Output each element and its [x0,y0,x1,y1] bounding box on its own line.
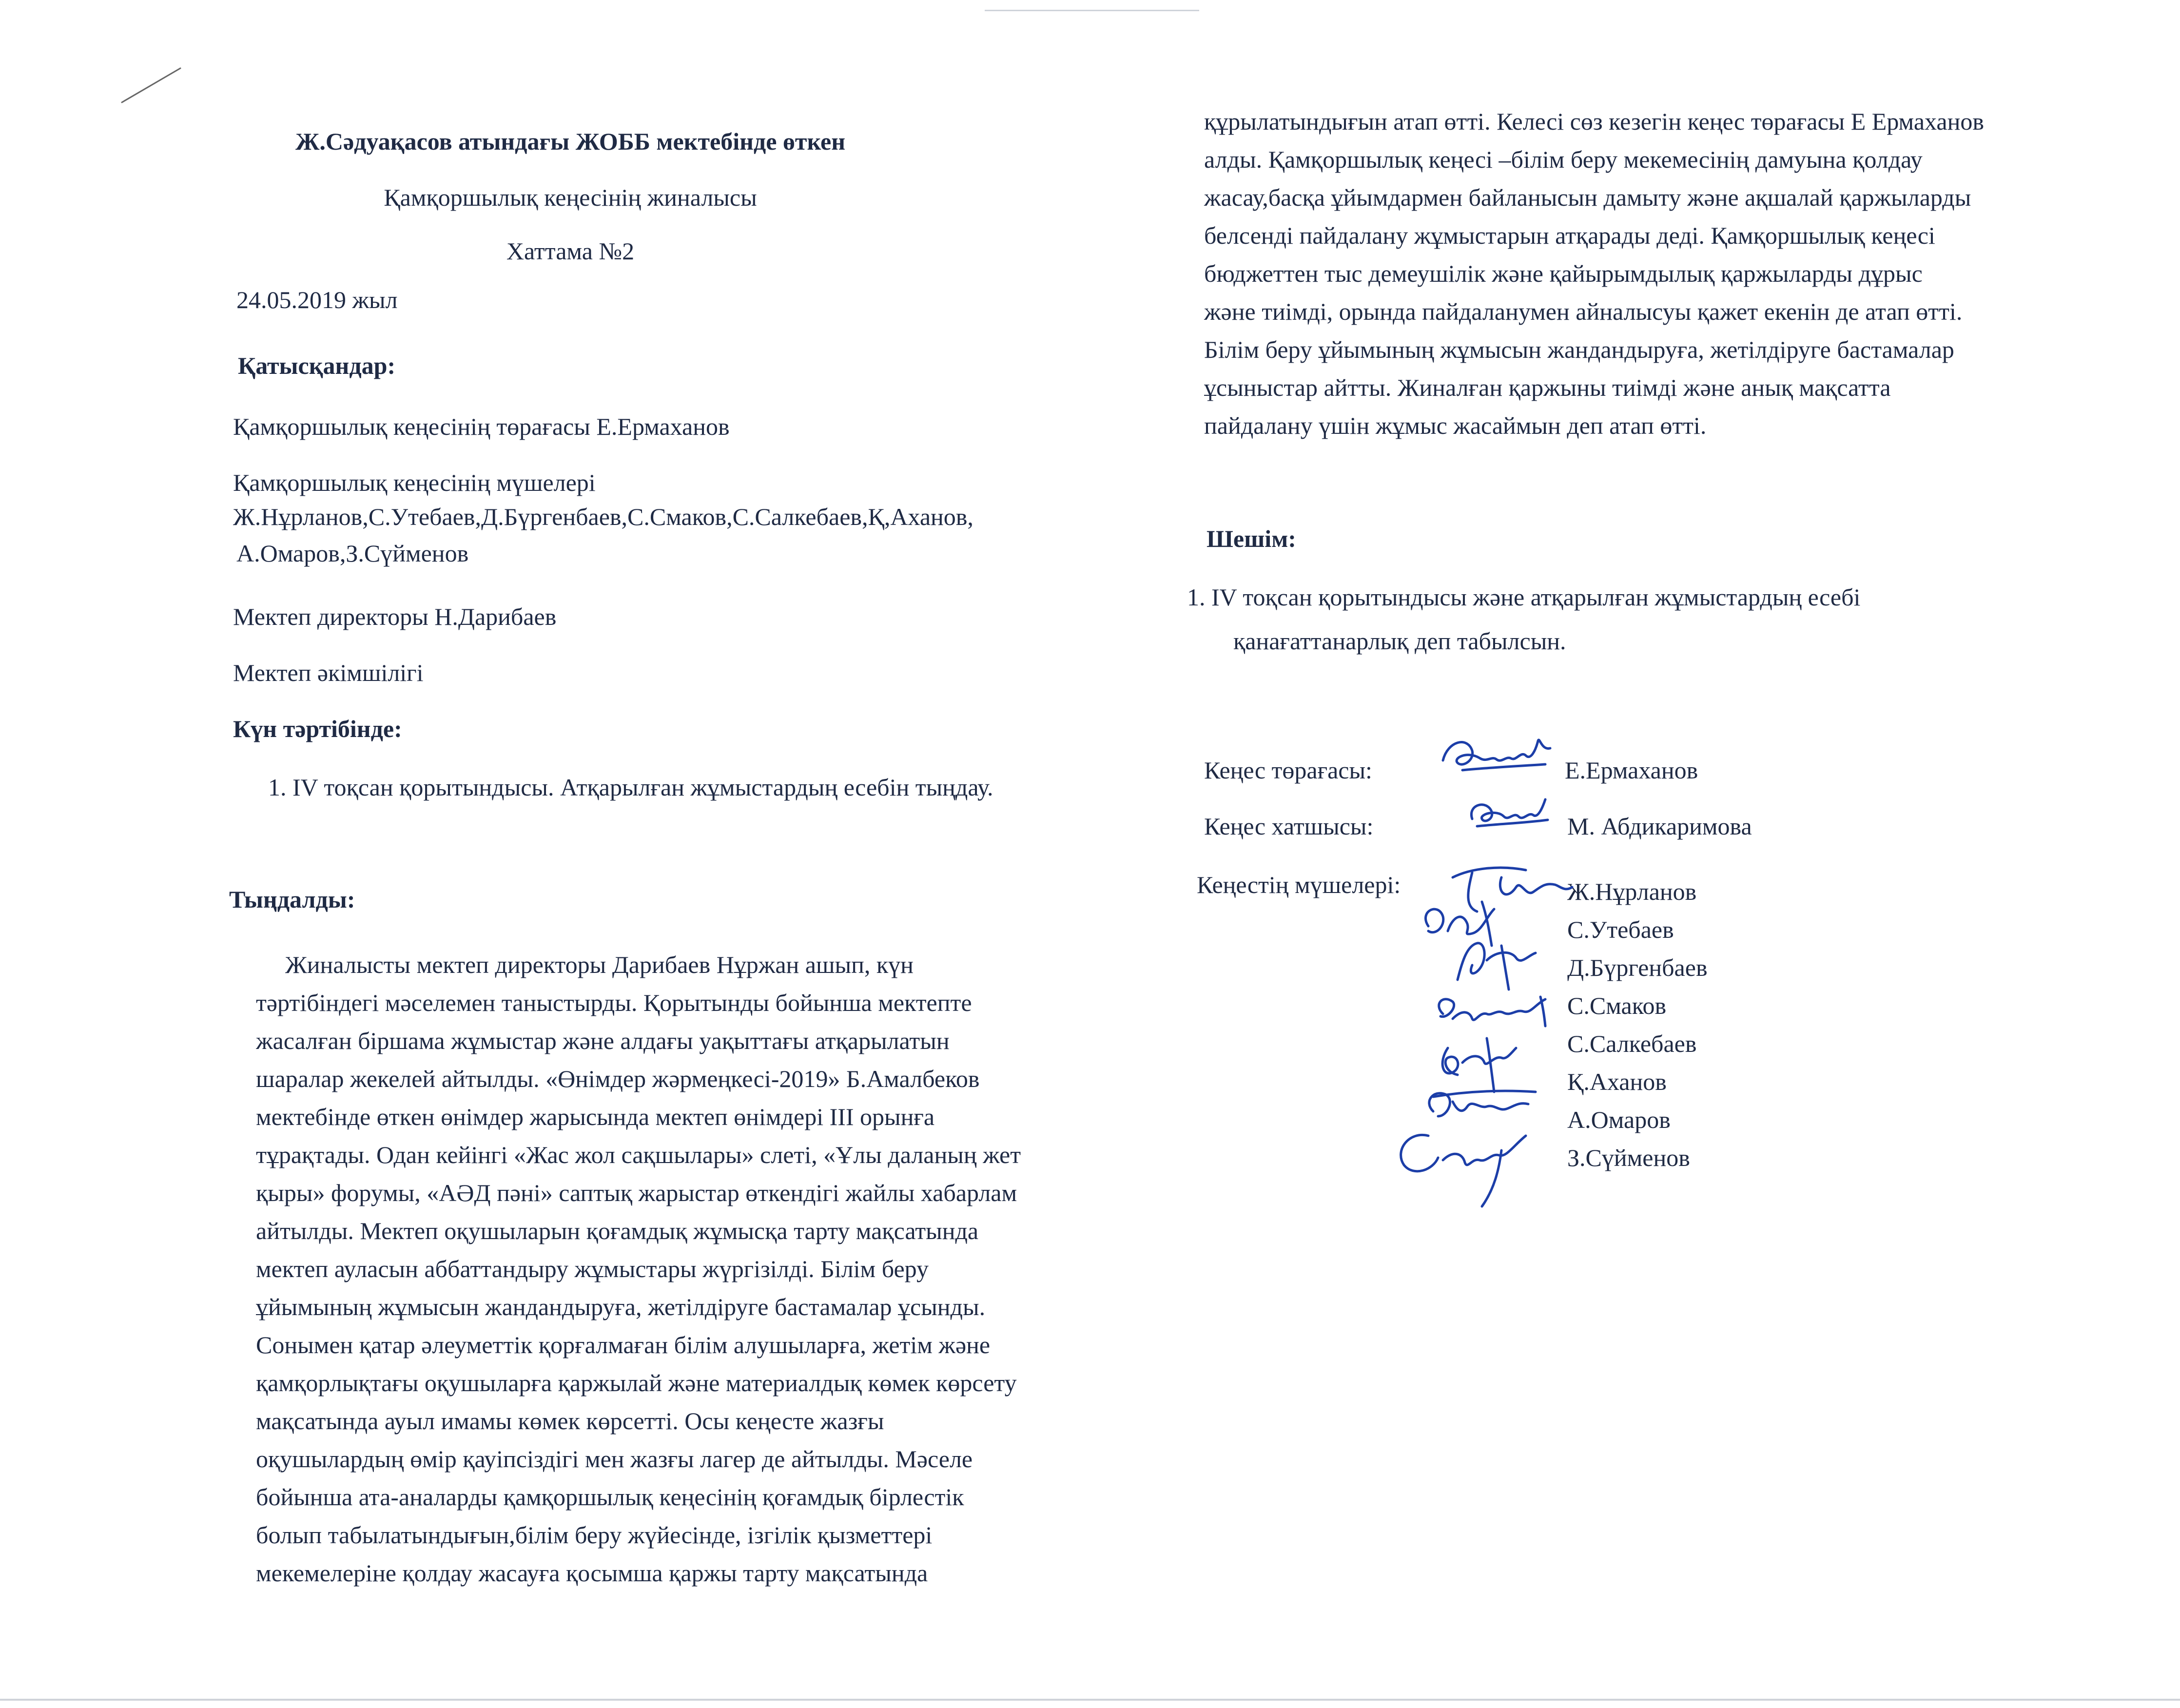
heard-line: мектебінде өткен өнімдер жарысында мектеп өнімдері ІІІ орынға [256,1103,935,1130]
secretary-signature [1458,785,1555,838]
heard-continued-paragraph [1204,102,1984,445]
heard-heading: Тыңдалды: [229,886,355,913]
document-title-line2: Қамқоршылық кеңесінің жиналысы [384,184,757,211]
members-label: Кеңестің мүшелері: [1197,871,1401,898]
participants-chairman: Қамқоршылық кеңесінің төрағасы Е.Ермаханов [233,413,730,440]
heard-line: мақсатында ауыл имамы көмек көрсетті. Осы кеңесте жазғы [256,1407,884,1435]
member-name: С.Салкебаев [1567,1030,1697,1057]
heard-line: болып табылатындығын,білім беру жүйесінде, ізгілік қызметтері [256,1521,933,1549]
decision-item-1-line2: қанағаттанарлық деп табылсын. [1233,627,1566,655]
document-date: 24.05.2019 жыл [236,286,398,313]
members-signature-4 [1423,990,1560,1033]
participants-members-line2: Ж.Нұрланов,С.Утебаев,Д.Бүргенбаев,С.Смаков,С.Салкебаев,Қ,Аханов, [233,503,973,530]
agenda-heading: Күн тәртібінде: [233,715,402,742]
heard-continued-line: жасау,басқа ұйымдармен байланысын дамыту және ақшалай қаржыларды [1204,184,1971,211]
decision-item-1-line1: 1. IV тоқсан қорытындысы және атқарылған жұмыстардың есебі [1187,583,1861,611]
scan-edge-line-bottom [0,1699,2180,1701]
chairman-label: Кеңес төрағасы: [1204,757,1372,784]
heard-line: қамқорлықтағы оқушыларға қаржылай және материалдық көмек көрсету [256,1369,1017,1397]
heard-line: жасалған біршама жұмыстар және алдағы уақыттағы атқарылатын [256,1027,950,1054]
members-signature-3 [1438,936,1555,994]
heard-line: тұрақтады. Одан кейінгі «Жас жол сақшылары» слеті, «Ұлы даланың жет [256,1141,1021,1168]
member-name: С.Утебаев [1567,916,1674,943]
protocol-number: Хаттама №2 [506,237,635,265]
heard-line: ұйымының жұмысын жандандыруға, жетілдіруге бастамалар ұсынды. [256,1293,986,1320]
participants-heading: Қатысқандар: [238,352,396,379]
heard-line: мектеп ауласын аббаттандыру жұмыстары жүргізілді. Білім беру [256,1255,929,1282]
heard-continued-line: Білім беру ұйымының жұмысын жандандыруға, жетілдіруге бастамалар [1204,336,1954,363]
participants-director: Мектеп директоры Н.Дарибаев [233,603,557,630]
heard-continued-line: және тиімді, орында пайдаланумен айналысуы қажет екенін де атап өтті. [1204,298,1963,325]
member-name: Ж.Нұрланов [1567,878,1697,905]
heard-continued-line: бюджеттен тыс демеушілік және қайырымдылық қаржыларды дұрыс [1204,260,1923,287]
secretary-name: М. Абдикаримова [1567,813,1752,840]
heard-continued-line: ұсыныстар айтты. Жиналған қаржыны тиімді және анық мақсатта [1204,374,1891,401]
scan-edge-line-top [985,10,1199,11]
heard-line: айтылды. Мектеп оқушыларын қоғамдық жұмысқа тарту мақсатында [256,1217,979,1244]
heard-line: бойынша ата-аналарды қамқоршылық кеңесінің қоғамдық бірлестік [256,1483,964,1511]
scan-pen-mark [117,63,185,107]
decision-heading: Шешім: [1207,525,1296,552]
heard-line: мекемелеріне қолдау жасауға қосымша қаржы тарту мақсатында [256,1559,928,1587]
document-title-line1: Ж.Сәдуақасов атындағы ЖОББ мектебінде өткен [295,128,846,155]
heard-line: қыры» форумы, «АӘД пәні» саптық жарыстар өткендігі жайлы хабарлам [256,1179,1017,1206]
participants-administration: Мектеп әкімшілігі [233,659,424,686]
heard-continued-line: құрылатындығын атап өтті. Келесі сөз кезегін кеңес төрағасы Е Ермаханов [1204,108,1984,135]
member-name: З.Сүйменов [1567,1144,1690,1171]
heard-line: Сонымен қатар әлеуметтік қорғалмаған білім алушыларға, жетім және [256,1331,991,1359]
participants-members-line1: Қамқоршылық кеңесінің мүшелері [233,469,596,496]
member-names-list [1567,873,1708,1177]
member-name: Қ.Аханов [1567,1068,1667,1095]
heard-line: оқушылардың өмір қауіпсіздігі мен жазғы лагер де айтылды. Мәселе [256,1445,973,1473]
participants-members-line3: А.Омаров,З.Сүйменов [236,540,469,567]
heard-paragraph [256,946,1172,1592]
secretary-label: Кеңес хатшысы: [1204,813,1374,840]
member-name: А.Омаров [1567,1106,1671,1133]
agenda-item-1: 1. IV тоқсан қорытындысы. Атқарылған жұмыстардың есебін тыңдау. [268,774,993,801]
heard-continued-line: алды. Қамқоршылық кеңесі –білім беру мекемесінің дамуына қолдау [1204,146,1923,173]
chairman-signature [1433,721,1560,790]
heard-continued-line: пайдалану үшін жұмыс жасаймын деп атап өтті. [1204,412,1707,439]
heard-continued-line: белсенді пайдалану жұмыстарын атқарады деді. Қамқоршылық кеңесі [1204,222,1935,249]
heard-line: шаралар жекелей айтылды. «Өнімдер жәрмеңкесі-2019» Б.Амалбеков [256,1065,980,1092]
heard-line: Жиналысты мектеп директоры Дарибаев Нұржан ашып, күн [285,951,914,978]
member-name: С.Смаков [1567,992,1667,1019]
members-signature-7 [1384,1116,1550,1214]
chairman-name: Е.Ермаханов [1565,757,1698,784]
heard-line: тәртібіндегі мәселемен таныстырды. Қорытынды бойынша мектепте [256,989,972,1016]
member-name: Д.Бүргенбаев [1567,954,1708,981]
